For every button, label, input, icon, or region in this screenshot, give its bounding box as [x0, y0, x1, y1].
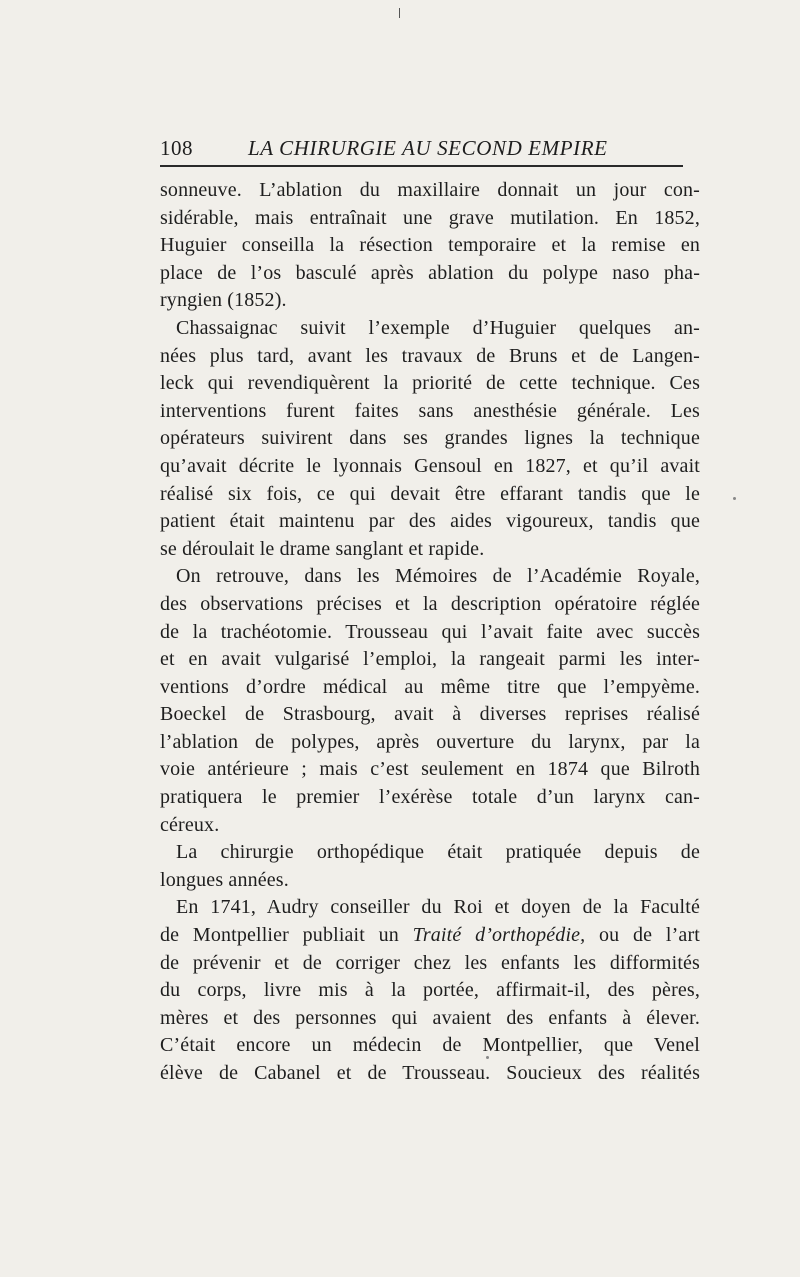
text-line: Huguier conseilla la résection temporaire et la remise en: [160, 234, 700, 257]
text-line: leck qui revendiquèrent la priorité de cette technique. Ces: [160, 372, 700, 395]
text-line: élève de Cabanel et de Trousseau. Soucieux des réalités: [160, 1062, 700, 1084]
book-title-italic: Traité d’orthopédie,: [412, 924, 586, 947]
text-line: C’était encore un médecin de Montpellier, que Venel: [160, 1034, 700, 1057]
text-line: nées plus tard, avant les travaux de Bruns et de Langen-: [160, 344, 700, 367]
text-line: pratiquera le premier l’exérèse totale d’un larynx can-: [160, 786, 700, 809]
text-line: ryngien (1852).: [160, 289, 287, 312]
text-line: ventions d’ordre médical au même titre que l’empyème.: [160, 675, 700, 698]
text-line: sonneuve. L’ablation du maxillaire donnait un jour con-: [160, 179, 700, 201]
text-line: du corps, livre mis à la portée, affirmait-il, des pères,: [160, 979, 700, 1002]
text-line: qu’avait décrite le lyonnais Gensoul en 1827, et qu’il avait: [160, 454, 700, 477]
header-rule: [160, 165, 683, 167]
text-line: céreux.: [160, 813, 220, 836]
text-line: En 1741, Audry conseiller du Roi et doyen de la Faculté: [176, 896, 700, 919]
text-segment: de Montpellier publiait un: [160, 924, 413, 947]
running-title: LA CHIRURGIE AU SECOND EMPIRE: [248, 136, 608, 160]
text-line: Boeckel de Strasbourg, avait à diverses reprises réalisé: [160, 703, 700, 726]
text-line: patient était maintenu par des aides vigoureux, tandis que: [160, 510, 700, 533]
text-line: La chirurgie orthopédique était pratiquée depuis de: [176, 841, 700, 864]
text-line: sidérable, mais entraînait une grave mutilation. En 1852,: [160, 206, 700, 229]
text-line: On retrouve, dans les Mémoires de l’Académie Royale,: [176, 565, 700, 588]
text-line: Chassaignac suivit l’exemple d’Huguier quelques an-: [176, 316, 700, 339]
text-line: opérateurs suivirent dans ses grandes lignes la technique: [160, 427, 700, 450]
text-line: mères et des personnes qui avaient des enfants à élever.: [160, 1006, 700, 1029]
text-line: se déroulait le drame sanglant et rapide.: [160, 537, 485, 560]
text-line: voie antérieure ; mais c’est seulement en 1874 que Bilroth: [160, 758, 700, 781]
running-head: [160, 136, 683, 170]
text-line: longues années.: [160, 868, 289, 891]
body-text: [160, 177, 700, 1088]
text-line: des observations précises et la description opératoire réglée: [160, 592, 700, 615]
text-line: [160, 922, 700, 950]
text-line: interventions furent faites sans anesthésie générale. Les: [160, 399, 700, 422]
scan-speck: [486, 1056, 489, 1059]
text-segment: ou de l’art: [585, 924, 700, 947]
page-number: 108: [160, 136, 193, 160]
scan-speck: [733, 497, 736, 500]
text-line: de la trachéotomie. Trousseau qui l’avait faite avec succès: [160, 620, 700, 643]
text-line: et en avait vulgarisé l’emploi, la rangeait parmi les inter-: [160, 648, 700, 671]
text-line: réalisé six fois, ce qui devait être effarant tandis que le: [160, 482, 700, 505]
text-line: place de l’os basculé après ablation du polype naso pha-: [160, 261, 700, 284]
text-line: l’ablation de polypes, après ouverture du larynx, par la: [160, 730, 700, 753]
text-line: de prévenir et de corriger chez les enfants les difformités: [160, 951, 700, 974]
scan-mark: [399, 8, 400, 18]
